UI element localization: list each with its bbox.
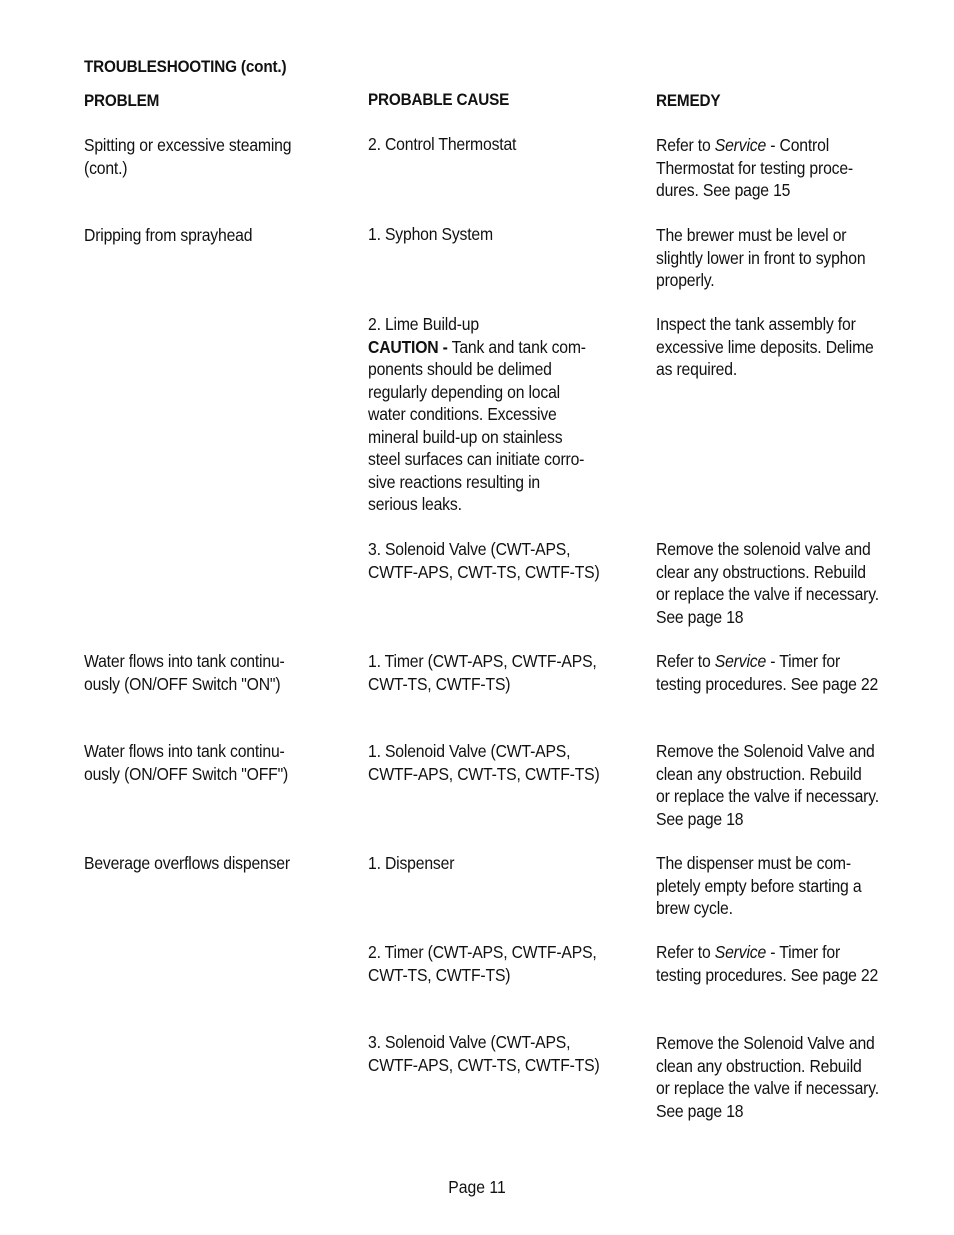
problem-text: Water flows into tank continu- ously (ON/OFF Switch "OFF") <box>84 741 289 784</box>
remedy-text-pre: Refer to <box>656 651 715 671</box>
column-header-problem: PROBLEM <box>84 91 160 110</box>
remedy-text: The brewer must be level or slightly lower in front to syphon properly. <box>656 225 866 290</box>
caution-label: CAUTION - <box>368 336 448 357</box>
remedy-text-post: - Timer for testing procedures. See page 22 <box>656 651 879 694</box>
problem-text: Water flows into tank continu- ously (ON/OFF Switch "ON") <box>84 651 285 694</box>
caution-text: Tank and tank com- ponents should be delimed regularly depending on local water conditions. Excessive mineral build-up on stainless steel surfaces can initiate corro- sive reactions resulting in serious leaks. <box>368 336 586 514</box>
column-header-probable-cause: PROBABLE CAUSE <box>368 90 510 109</box>
remedy-text: The dispenser must be com- pletely empty before starting a brew cycle. <box>656 853 862 918</box>
section-heading: TROUBLESHOOTING (cont.) <box>84 57 287 76</box>
remedy-text: Inspect the tank assembly for excessive lime deposits. Delime as required. <box>656 314 874 379</box>
remedy-text-emphasis: Service <box>714 651 767 671</box>
remedy-text <box>656 134 926 202</box>
remedy-text <box>656 941 926 986</box>
cause-text: 3. Solenoid Valve (CWT-APS, CWTF-APS, CWT-TS, CWTF-TS) <box>368 1032 600 1075</box>
remedy-text-emphasis: Service <box>714 942 767 962</box>
problem-text: Dripping from sprayhead <box>84 225 253 245</box>
cause-text-line: 2. Lime Build-up <box>368 314 479 334</box>
cause-text: 1. Syphon System <box>368 224 493 244</box>
cause-text <box>368 313 638 516</box>
remedy-text: Remove the Solenoid Valve and clean any obstruction. Rebuild or replace the valve if necessary. See page 18 <box>656 741 879 829</box>
remedy-text <box>656 650 926 695</box>
remedy-text-pre: Refer to <box>656 135 715 155</box>
cause-text: 3. Solenoid Valve (CWT-APS, CWTF-APS, CWT-TS, CWTF-TS) <box>368 539 600 582</box>
cause-text: 2. Timer (CWT-APS, CWTF-APS, CWT-TS, CWTF-TS) <box>368 942 597 985</box>
problem-text: Beverage overflows dispenser <box>84 853 290 873</box>
remedy-text-post: - Control Thermostat for testing proce- dures. See page 15 <box>656 135 853 200</box>
page-number: Page 11 <box>448 1177 506 1197</box>
cause-text: 1. Dispenser <box>368 853 455 873</box>
cause-text: 2. Control Thermostat <box>368 134 517 154</box>
remedy-text: Remove the solenoid valve and clear any obstructions. Rebuild or replace the valve if necessary. See page 18 <box>656 539 879 627</box>
cause-text: 1. Timer (CWT-APS, CWTF-APS, CWT-TS, CWTF-TS) <box>368 651 597 694</box>
remedy-text-emphasis: Service <box>714 135 767 155</box>
cause-text: 1. Solenoid Valve (CWT-APS, CWTF-APS, CWT-TS, CWTF-TS) <box>368 741 600 784</box>
problem-text: Spitting or excessive steaming (cont.) <box>84 135 292 178</box>
remedy-text: Remove the Solenoid Valve and clean any obstruction. Rebuild or replace the valve if necessary. See page 18 <box>656 1033 879 1121</box>
remedy-text-pre: Refer to <box>656 942 715 962</box>
column-header-remedy: REMEDY <box>656 91 721 110</box>
remedy-text-post: - Timer for testing procedures. See page 22 <box>656 942 879 985</box>
